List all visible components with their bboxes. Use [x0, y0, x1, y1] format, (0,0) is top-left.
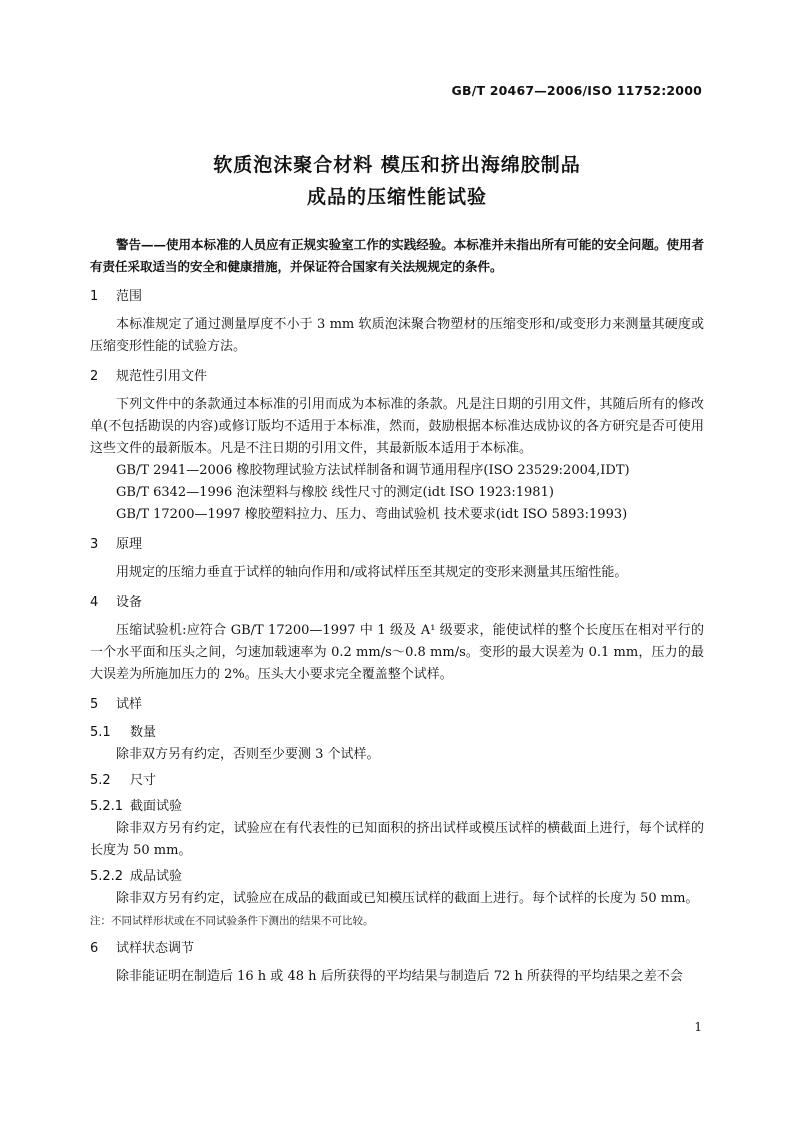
section-5-2-1-heading [90, 796, 704, 818]
reference-item: GB/T 2941—2006 橡胶物理试验方法试样制备和调节通用程序(ISO 23529:2004,IDT) [116, 463, 630, 478]
reference-item: GB/T 17200—1997 橡胶塑料拉力、压力、弯曲试验机 技术要求(idt ISO 5893:1993) [116, 507, 628, 522]
section-2-heading [90, 366, 704, 388]
section-number: 5.2.1 [90, 799, 124, 814]
section-5-1-heading [90, 722, 704, 744]
section-title: 范围 [116, 289, 143, 304]
section-5-2-2-text: 除非双方另有约定，试验应在成品的截面或已知模压试样的截面上进行。每个试样的长度为 50 mm。 [116, 891, 699, 906]
note-text: 注：不同试样形状或在不同试验条件下测出的结果不可比较。 [90, 915, 374, 927]
section-4-text: 压缩试验机:应符合 GB/T 17200—1997 中 1 级及 A¹ 级要求，能使试样的整个长度压在相对平行的一个水平面和压头之间，匀速加载速率为 0.2 mm/s～0.8 mm/s。变形的最大误差为 0.1 mm，压力的最大误差为所施加压力的 2%。压头大小要求完全覆盖整个试样。 [90, 623, 704, 682]
section-5-2-heading [90, 770, 704, 792]
warning-paragraph: 警告——使用本标准的人员应有正规实验室工作的实践经验。本标准并未指出所有可能的安全问题。使用者有责任采取适当的安全和健康措施，并保证符合国家有关法规规定的条件。 [90, 237, 704, 274]
section-title: 规范性引用文件 [116, 369, 208, 384]
section-title: 试样状态调节 [116, 941, 195, 956]
page-number: 1 [694, 1020, 702, 1034]
reference-item: GB/T 6342—1996 泡沫塑料与橡胶 线性尺寸的测定(idt ISO 1923:1981) [116, 485, 554, 500]
section-1-heading [90, 286, 704, 308]
section-2-text: 下列文件中的条款通过本标准的引用而成为本标准的条款。凡是注日期的引用文件，其随后所有的修改单(不包括勘误的内容)或修订版均不适用于本标准，然而，鼓励根据本标准达成协议的各方研究是否可使用这些文件的最新版本。凡是不注日期的引用文件，其最新版本适用于本标准。 [90, 397, 704, 456]
section-title: 数量 [130, 725, 157, 740]
document-title-line1: 软质泡沫聚合材料 模压和挤出海绵胶制品 [213, 154, 581, 176]
section-title: 试样 [116, 697, 143, 712]
section-title: 设备 [116, 595, 143, 610]
section-5-2-2-heading [90, 866, 704, 888]
section-6-text: 除非能证明在制造后 16 h 或 48 h 后所获得的平均结果与制造后 72 h 所获得的平均结果之差不会 [116, 969, 683, 984]
section-number: 5.2 [90, 773, 111, 788]
section-4-heading [90, 592, 704, 614]
section-5-1-text: 除非双方另有约定，否则至少要测 3 个试样。 [116, 747, 380, 762]
section-number: 5 [90, 697, 99, 712]
document-body [90, 234, 704, 988]
section-title: 原理 [116, 537, 143, 552]
section-5-heading [90, 694, 704, 716]
section-number: 3 [90, 537, 99, 552]
section-3-text: 用规定的压缩力垂直于试样的轴向作用和/或将试样压至其规定的变形来测量其压缩性能。 [116, 565, 628, 580]
section-title: 截面试验 [130, 799, 183, 814]
section-number: 6 [90, 941, 99, 956]
section-number: 1 [90, 289, 99, 304]
standard-code: GB/T 20467—2006/ISO 11752:2000 [451, 83, 702, 98]
section-number: 2 [90, 369, 99, 384]
section-title: 成品试验 [130, 869, 183, 884]
section-6-heading [90, 938, 704, 960]
section-5-2-1-text: 除非双方另有约定，试验应在有代表性的已知面积的挤出试样或模压试样的横截面上进行，每个试样的长度为 50 mm。 [90, 821, 704, 858]
section-number: 5.2.2 [90, 869, 124, 884]
document-title-line2: 成品的压缩性能试验 [306, 186, 487, 208]
section-title: 尺寸 [130, 773, 157, 788]
section-3-heading [90, 534, 704, 556]
section-number: 5.1 [90, 725, 111, 740]
section-1-text: 本标准规定了通过测量厚度不小于 3 mm 软质泡沫聚合物塑材的压缩变形和/或变形力来测量其硬度或压缩变形性能的试验方法。 [90, 317, 704, 354]
section-number: 4 [90, 595, 99, 610]
